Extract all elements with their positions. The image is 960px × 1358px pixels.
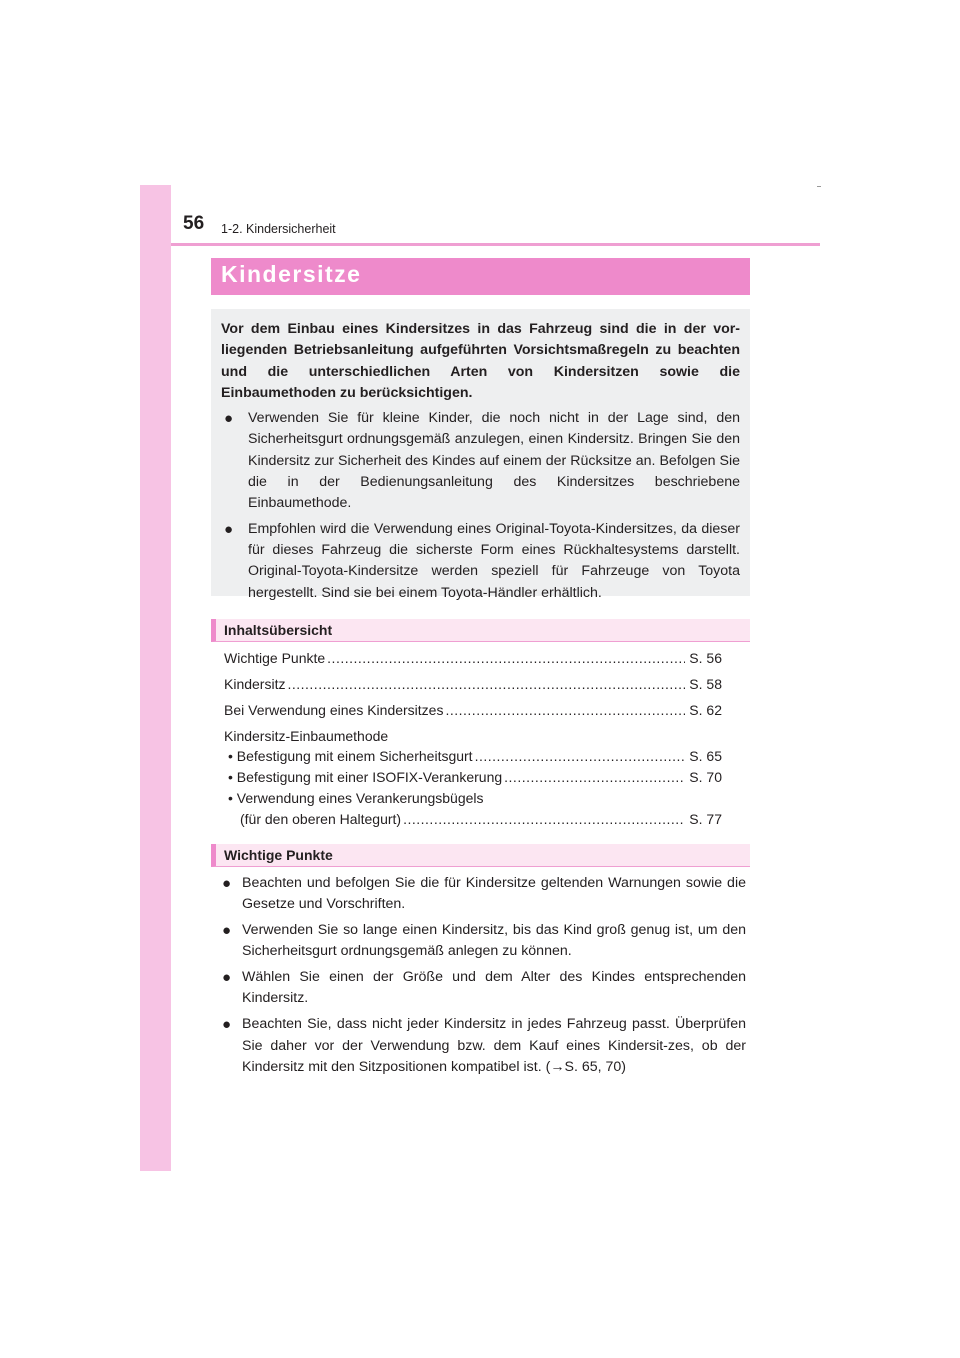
toc-row-page: S. 77 xyxy=(689,811,722,827)
list-item-text: Wählen Sie einen der Größe und dem Alter des Kindes entsprechenden Kindersitz. xyxy=(242,969,746,1007)
important-heading-bar xyxy=(211,844,750,867)
bullet-dot-icon: ● xyxy=(222,969,232,987)
toc-heading-bar xyxy=(211,619,750,642)
bullet-dot-icon: ● xyxy=(224,410,234,428)
side-tab xyxy=(140,185,171,1171)
list-item-text: Verwenden Sie so lange einen Kindersitz, bis das Kind groß genug ist, um den Sicherheitsgurt ordnungsgemäß anlegen zu können. xyxy=(242,922,746,960)
intro-bullet xyxy=(221,408,740,514)
list-item xyxy=(222,873,746,916)
bullet-dot-icon: ● xyxy=(222,875,232,892)
toc-leader xyxy=(327,649,685,668)
toc-row-page: S. 65 xyxy=(689,748,722,764)
important-points xyxy=(222,873,746,1083)
toc-row[interactable] xyxy=(228,768,722,787)
list-item xyxy=(222,1014,746,1078)
toc-leader xyxy=(287,675,685,694)
toc-row[interactable] xyxy=(228,747,722,766)
section-reference: 1-2. Kindersicherheit xyxy=(221,222,336,236)
toc-row[interactable] xyxy=(224,675,722,694)
toc-leader xyxy=(475,747,686,766)
toc-row-page: S. 70 xyxy=(689,769,722,785)
title-bar xyxy=(211,258,750,295)
toc-leader xyxy=(504,768,685,787)
toc-row[interactable] xyxy=(224,649,722,668)
toc-row-label: • Befestigung mit einer ISOFIX-Verankerung xyxy=(228,769,503,785)
list-item-text: Beachten und befolgen Sie die für Kindersitze geltenden Warnungen sowie die Gesetze und Vorschriften. xyxy=(242,875,746,913)
toc-row-page: S. 62 xyxy=(689,702,722,718)
page-number: 56 xyxy=(183,213,205,234)
toc-leader xyxy=(403,810,685,829)
header-rule xyxy=(171,243,820,246)
toc-row-label[interactable]: • Verwendung eines Verankerungsbügels xyxy=(228,790,484,806)
intro-box xyxy=(211,309,750,601)
list-item xyxy=(222,967,746,1010)
intro-bullet-text: Verwenden Sie für kleine Kinder, die noch nicht in der Lage sind, den Sicherheitsgurt ordnungsgemäß anzulegen, einen Kindersitz. Bringen Sie den Kindersitz zur Sicherheit des Kindes auf einem der Rücksitze an. Befolgen Sie die in der Bedienungsanleitung des Kindersitzes beschriebene Einbaumethode. xyxy=(248,410,740,512)
toc-row-page: S. 58 xyxy=(689,676,722,692)
bullet-dot-icon: ● xyxy=(224,520,234,538)
corner-mark xyxy=(817,186,821,187)
toc-row-label: Bei Verwendung eines Kindersitzes xyxy=(224,702,444,718)
toc-heading: Inhaltsübersicht xyxy=(224,622,333,638)
intro-bullet xyxy=(221,519,740,604)
toc-leader xyxy=(445,701,685,720)
toc-group-label: Kindersitz-Einbaumethode xyxy=(224,728,389,744)
toc-row-page: S. 56 xyxy=(689,650,722,666)
bullet-dot-icon: ● xyxy=(222,1016,232,1034)
intro-lead: Vor dem Einbau eines Kindersitzes in das Fahrzeug sind die in der vor-liegenden Betriebsanleitung aufgeführten Vorsichtsmaßregeln zu beachten und die unterschiedlichen Arten von Kindersitzen sowie die Einbaumethoden zu berücksichtigen. xyxy=(221,321,740,401)
toc-row[interactable] xyxy=(240,810,722,829)
intro-bullet-text: Empfohlen wird die Verwendung eines Original-Toyota-Kindersitzes, da dieser für dieses Fahrzeug die sicherste Form eines Rückhaltesystems darstellt. Original-Toyota-Kindersitze werden speziell für Fahrzeuge von Toyota hergestellt. Sind sie bei einem Toyota-Händler erhältlich. xyxy=(248,520,740,601)
important-heading: Wichtige Punkte xyxy=(224,847,333,863)
toc-row-label: Wichtige Punkte xyxy=(224,650,326,666)
toc-row-label: Kindersitz xyxy=(224,676,286,692)
bullet-dot-icon: ● xyxy=(222,922,232,940)
toc-row[interactable] xyxy=(224,701,722,720)
list-item xyxy=(222,920,746,963)
list-item-text: Beachten Sie, dass nicht jeder Kindersitz in jedes Fahrzeug passt. Überprüfen Sie daher vor der Verwendung bzw. dem Kauf eines Kindersit-zes, ob der Kindersitz mit den Sitzpositionen kompatibel ist. (→S. 65, 70) xyxy=(242,1016,746,1075)
toc-row-label: (für den oberen Haltegurt) xyxy=(240,811,402,827)
page-title: Kindersitze xyxy=(221,261,362,287)
toc-row-label: • Befestigung mit einem Sicherheitsgurt xyxy=(228,748,473,764)
